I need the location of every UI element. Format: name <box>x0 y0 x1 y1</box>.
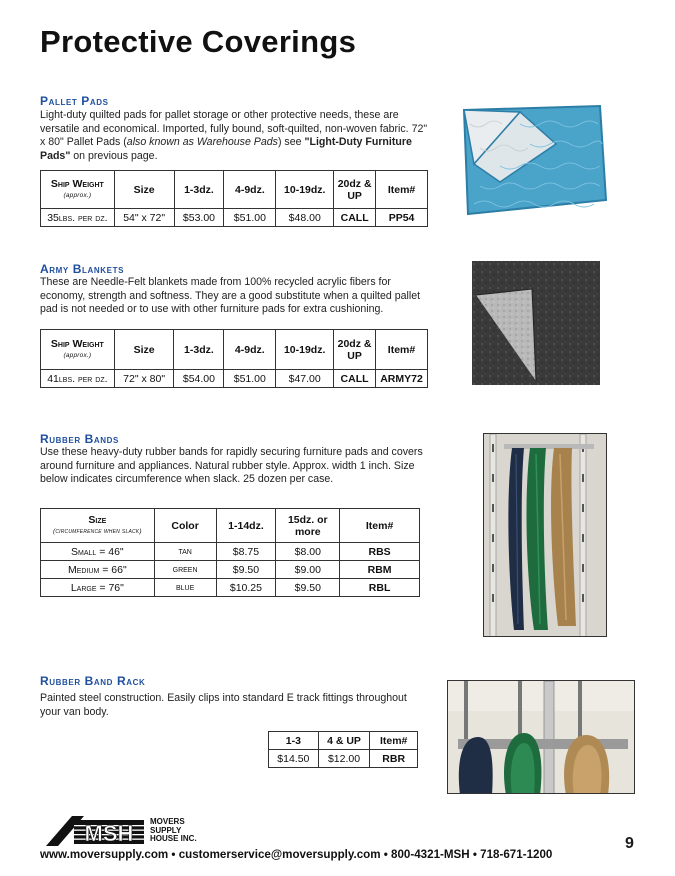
cell-size: Large = 76" <box>41 579 155 597</box>
cell-color: blue <box>154 579 216 597</box>
army-blankets-description: These are Needle-Felt blankets made from 100% recycled acrylic fibers for economy, strength and softness. They are a good substitute when a quilted pallet pad is not needed or to use with other furniture pads for extra cushioning. <box>40 276 421 316</box>
header-qty-2: 4-9dz. <box>224 330 276 370</box>
header-item: Item# <box>376 330 428 370</box>
header-qty-4: 20dz & UP <box>334 171 376 209</box>
rubber-band-rack-description: Painted steel construction. Easily clips into standard E track fittings throughout your van body. <box>40 692 407 718</box>
cell-item: RBM <box>340 561 420 579</box>
header-qty-2: 15dz. or more <box>276 509 340 543</box>
pallet-pads-title: Pallet Pads <box>40 94 109 108</box>
cell-item: RBR <box>370 750 418 768</box>
rubber-bands-table <box>40 508 420 597</box>
table-row <box>269 750 418 768</box>
rubber-bands-photo <box>483 433 607 637</box>
header-size: Size <box>114 171 174 209</box>
cell-price-2: $9.50 <box>276 579 340 597</box>
cell-price-1: $10.25 <box>216 579 276 597</box>
cell-size: Medium = 66" <box>41 561 155 579</box>
header-item: Item# <box>370 732 418 750</box>
cell-color: tan <box>154 543 216 561</box>
cell-size: 72" x 80" <box>114 370 174 388</box>
cell-price-4: CALL <box>334 370 376 388</box>
cell-price-1: $53.00 <box>174 209 224 227</box>
svg-text:MSH: MSH <box>84 821 134 846</box>
page-title: Protective Coverings <box>40 24 357 59</box>
rubber-band-rack-photo <box>447 680 635 794</box>
pallet-pad-photo <box>460 104 610 218</box>
header-qty-1: 1-14dz. <box>216 509 276 543</box>
pallet-pads-table <box>40 170 428 227</box>
cell-price-1: $9.50 <box>216 561 276 579</box>
army-blanket-photo <box>472 261 600 385</box>
header-qty-4: 20dz & UP <box>334 330 376 370</box>
cell-price-3: $47.00 <box>276 370 334 388</box>
page-number: 9 <box>625 835 634 852</box>
table-row <box>41 561 420 579</box>
cell-price-2: $9.00 <box>276 561 340 579</box>
logo-wordmark: MOVERS SUPPLY HOUSE INC. <box>150 817 197 844</box>
cell-price-4: CALL <box>334 209 376 227</box>
table-row <box>41 543 420 561</box>
header-qty-3: 10-19dz. <box>276 330 334 370</box>
cell-price-2: $8.00 <box>276 543 340 561</box>
header-size: Size (circumference when slack) <box>41 509 155 543</box>
header-qty-2: 4-9dz. <box>224 171 276 209</box>
cell-item: ARMY72 <box>376 370 428 388</box>
header-item: Item# <box>376 171 428 209</box>
header-qty-3: 10-19dz. <box>276 171 334 209</box>
army-blankets-table <box>40 329 428 388</box>
cell-price-2: $51.00 <box>224 209 276 227</box>
cell-size: 54" x 72" <box>114 209 174 227</box>
cell-item: RBL <box>340 579 420 597</box>
header-qty-2: 4 & UP <box>318 732 370 750</box>
cell-weight: 35lbs. per dz. <box>41 209 115 227</box>
cell-price-2: $51.00 <box>224 370 276 388</box>
header-qty-1: 1-3dz. <box>174 330 224 370</box>
header-item: Item# <box>340 509 420 543</box>
cell-color: green <box>154 561 216 579</box>
header-qty-1: 1-3dz. <box>174 171 224 209</box>
cell-price-3: $48.00 <box>276 209 334 227</box>
header-qty-1: 1-3 <box>269 732 319 750</box>
header-size: Size <box>114 330 174 370</box>
pallet-pads-description: Light-duty quilted pads for pallet storage or other protective needs, these are versatile and economical. Imported, fully bound, soft-quilted, non-woven fabric. 72" x 80" Pallet Pads (also known as Warehouse Pads) see "Light-Duty Furniture Pads" on previous page. <box>40 109 428 162</box>
header-ship-weight: Ship Weight (approx.) <box>41 171 115 209</box>
table-row <box>41 209 428 227</box>
cell-item: PP54 <box>376 209 428 227</box>
cell-item: RBS <box>340 543 420 561</box>
cell-weight: 41lbs. per dz. <box>41 370 115 388</box>
footer-contact: www.moversupply.com • customerservice@moversupply.com • 800-4321-MSH • 718-671-1200 <box>40 848 553 861</box>
cell-price-1: $54.00 <box>174 370 224 388</box>
rubber-bands-description: Use these heavy-duty rubber bands for rapidly securing furniture pads and covers around furniture and appliances. Natural rubber style. Approx. width 1 inch. Size below indicates circumference when slack. 25 dozen per case. <box>40 446 423 486</box>
rubber-bands-title: Rubber Bands <box>40 432 119 446</box>
cell-size: Small = 46" <box>41 543 155 561</box>
cell-price-1: $14.50 <box>269 750 319 768</box>
rubber-band-rack-table <box>268 731 418 768</box>
cell-price-2: $12.00 <box>318 750 370 768</box>
msh-logo <box>44 814 204 848</box>
table-row <box>41 579 420 597</box>
header-color: Color <box>154 509 216 543</box>
cell-price-1: $8.75 <box>216 543 276 561</box>
table-row <box>41 370 428 388</box>
rubber-band-rack-title: Rubber Band Rack <box>40 674 146 688</box>
army-blankets-title: Army Blankets <box>40 262 125 276</box>
header-ship-weight: Ship Weight (approx.) <box>41 330 115 370</box>
